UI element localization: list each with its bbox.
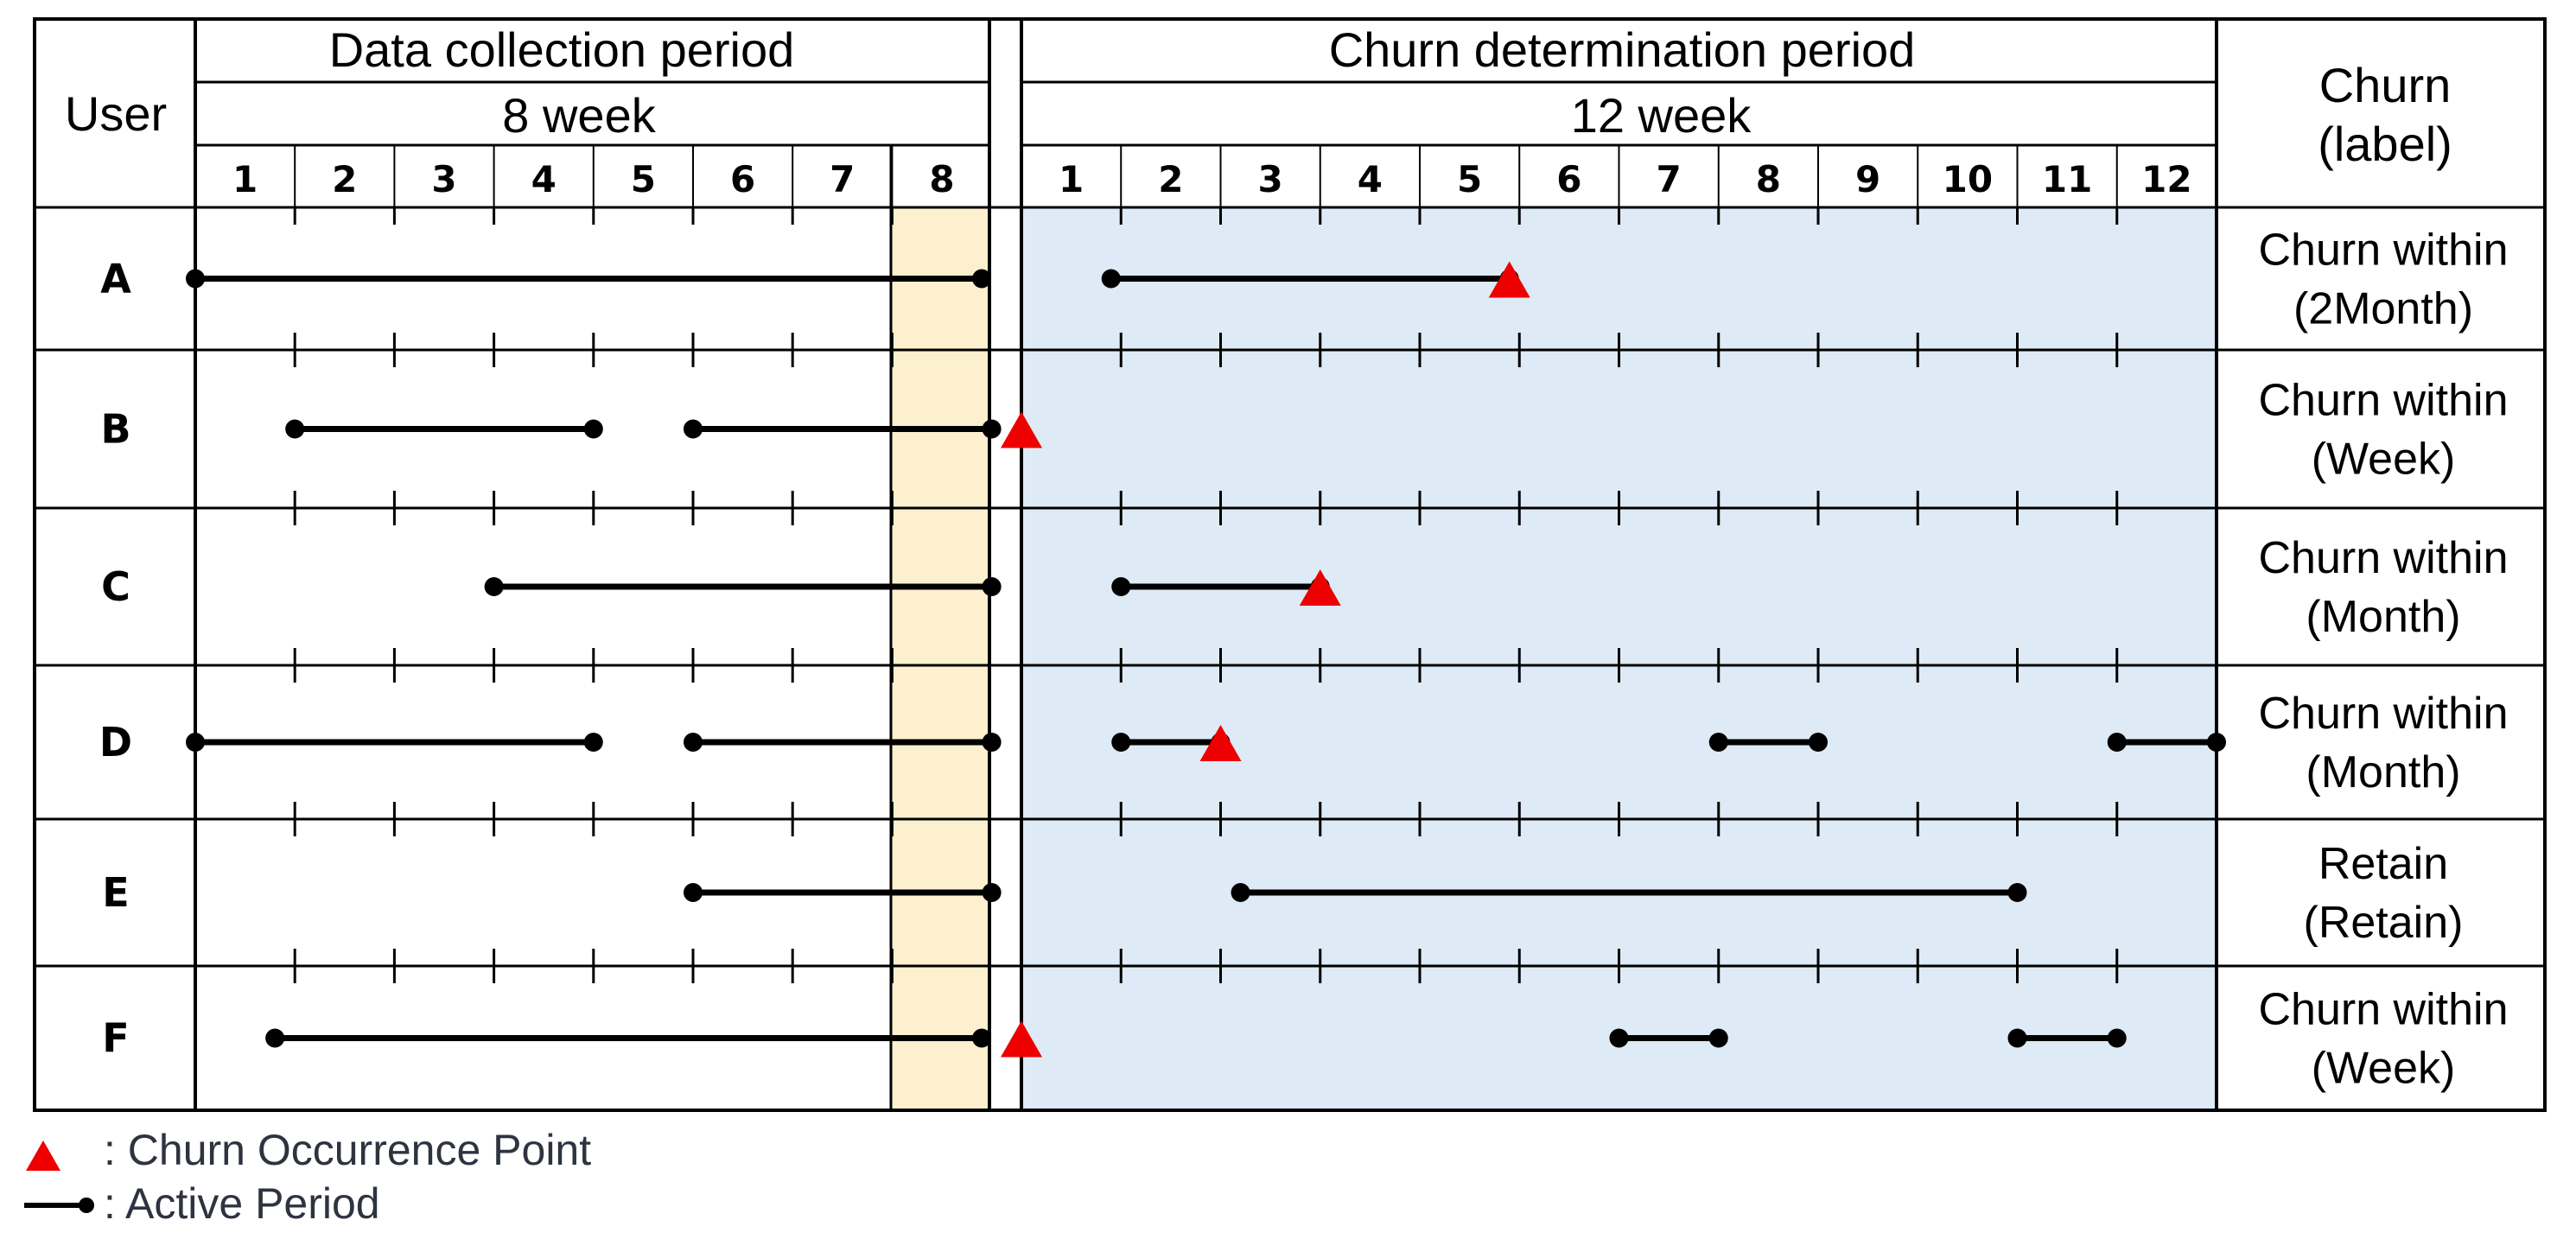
active-period-dot xyxy=(2108,733,2127,752)
active-period-dot xyxy=(265,1029,284,1048)
week-number: 7 xyxy=(1656,158,1682,200)
active-period-dot xyxy=(983,733,1002,752)
active-period-dot xyxy=(1709,1029,1728,1048)
active-period-legend-dot xyxy=(79,1198,94,1213)
week-number: 4 xyxy=(531,158,557,200)
churn-label-line2: (Week) xyxy=(2311,434,2456,485)
active-period-dot xyxy=(983,420,1002,439)
week-number: 7 xyxy=(830,158,855,200)
churn-determination-period-title: Churn determination period xyxy=(1328,22,1916,77)
week-number: 2 xyxy=(1158,158,1184,200)
churn-label-line2: (Month) xyxy=(2306,592,2461,642)
active-period-dot xyxy=(285,420,304,439)
week-number: 9 xyxy=(1855,158,1881,200)
active-period-dot xyxy=(972,1029,991,1048)
user-id: A xyxy=(100,255,131,302)
user-id: F xyxy=(102,1014,130,1062)
week-number: 3 xyxy=(431,158,457,200)
week-number: 1 xyxy=(1059,158,1084,200)
week-number: 8 xyxy=(929,158,955,200)
churn-label-line1: Churn within xyxy=(2258,984,2509,1035)
active-period-dot xyxy=(1111,577,1130,596)
active-period-dot xyxy=(1231,883,1250,902)
active-period-dot xyxy=(485,577,504,596)
week-number: 6 xyxy=(1556,158,1582,200)
user-column-header: User xyxy=(64,86,168,141)
active-period-dot xyxy=(1610,1029,1629,1048)
data-collection-length: 8 week xyxy=(502,88,656,143)
active-period-dot xyxy=(2108,1029,2127,1048)
churn-label-header-line1: Churn xyxy=(2318,58,2452,112)
user-id: C xyxy=(101,563,130,610)
churn-label-header-line2: (label) xyxy=(2318,117,2452,171)
week-number: 5 xyxy=(1457,158,1483,200)
active-period-dot xyxy=(1709,733,1728,752)
data-collection-period-title: Data collection period xyxy=(328,22,795,77)
churn-label-line2: (Week) xyxy=(2311,1043,2456,1094)
user-id: B xyxy=(100,405,131,453)
churn-label-line1: Churn within xyxy=(2258,533,2509,583)
churn-label-line1: Churn within xyxy=(2258,375,2509,426)
active-period-dot xyxy=(684,883,703,902)
week-number: 11 xyxy=(2041,158,2093,200)
week-number: 4 xyxy=(1357,158,1383,200)
churn-label-line1: Retain xyxy=(2318,839,2449,889)
week-number: 3 xyxy=(1257,158,1283,200)
active-period-dot xyxy=(1111,733,1130,752)
active-period-dot xyxy=(1102,270,1121,289)
active-period-dot xyxy=(983,883,1002,902)
active-period-dot xyxy=(2207,733,2226,752)
active-period-dot xyxy=(2008,1029,2027,1048)
churn-label-line2: (2Month) xyxy=(2293,283,2474,334)
active-period-dot xyxy=(1809,733,1828,752)
week-number: 2 xyxy=(332,158,358,200)
legend-active-period: : Active Period xyxy=(104,1179,380,1228)
churn-label-line1: Churn within xyxy=(2258,689,2509,739)
active-period-dot xyxy=(972,270,991,289)
week-number: 10 xyxy=(1942,158,1994,200)
active-period-dot xyxy=(584,733,603,752)
week-numbers xyxy=(232,158,2192,200)
churn-label-line2: (Month) xyxy=(2306,747,2461,797)
user-id: D xyxy=(99,719,133,766)
week-number: 1 xyxy=(232,158,258,200)
churn-label-line2: (Retain) xyxy=(2303,898,2464,948)
churn-label-line1: Churn within xyxy=(2258,225,2509,276)
user-id: E xyxy=(102,869,130,916)
week-number: 12 xyxy=(2141,158,2192,200)
active-period-dot xyxy=(584,420,603,439)
week-number: 5 xyxy=(630,158,657,200)
active-period-dot xyxy=(983,577,1002,596)
active-period-dot xyxy=(186,733,205,752)
week8-highlight xyxy=(891,207,989,1110)
active-period-dot xyxy=(186,270,205,289)
week-number: 8 xyxy=(1755,158,1781,200)
churn-determination-length: 12 week xyxy=(1570,88,1752,143)
week-number: 6 xyxy=(729,158,756,200)
churn-marker-legend-icon xyxy=(26,1141,60,1171)
active-period-dot xyxy=(684,733,703,752)
active-period-dot xyxy=(2008,883,2027,902)
legend-churn-point: : Churn Occurrence Point xyxy=(104,1126,592,1174)
active-period-dot xyxy=(684,420,703,439)
